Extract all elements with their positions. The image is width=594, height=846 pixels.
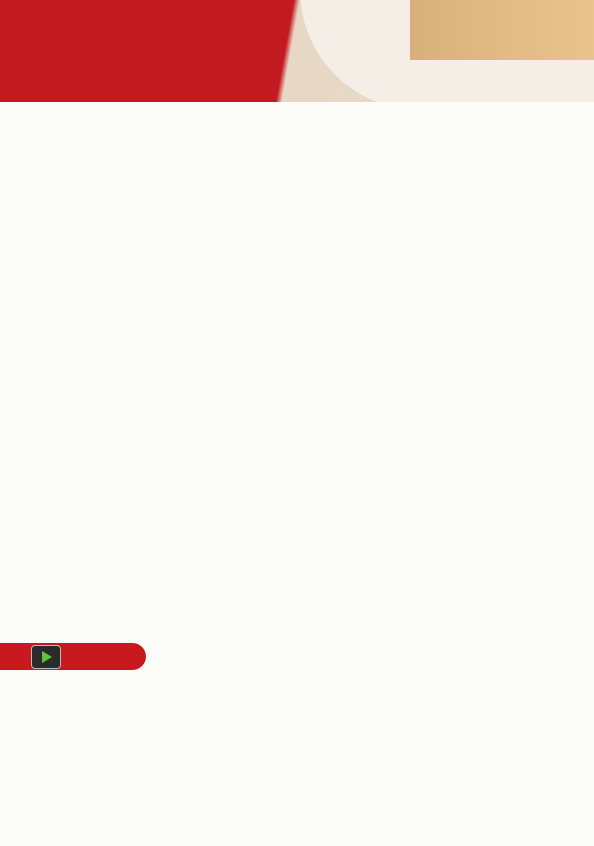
header-banner	[0, 0, 594, 102]
guitar-neck-image	[410, 0, 594, 60]
play-button[interactable]	[31, 645, 61, 669]
track-bar	[0, 643, 146, 670]
